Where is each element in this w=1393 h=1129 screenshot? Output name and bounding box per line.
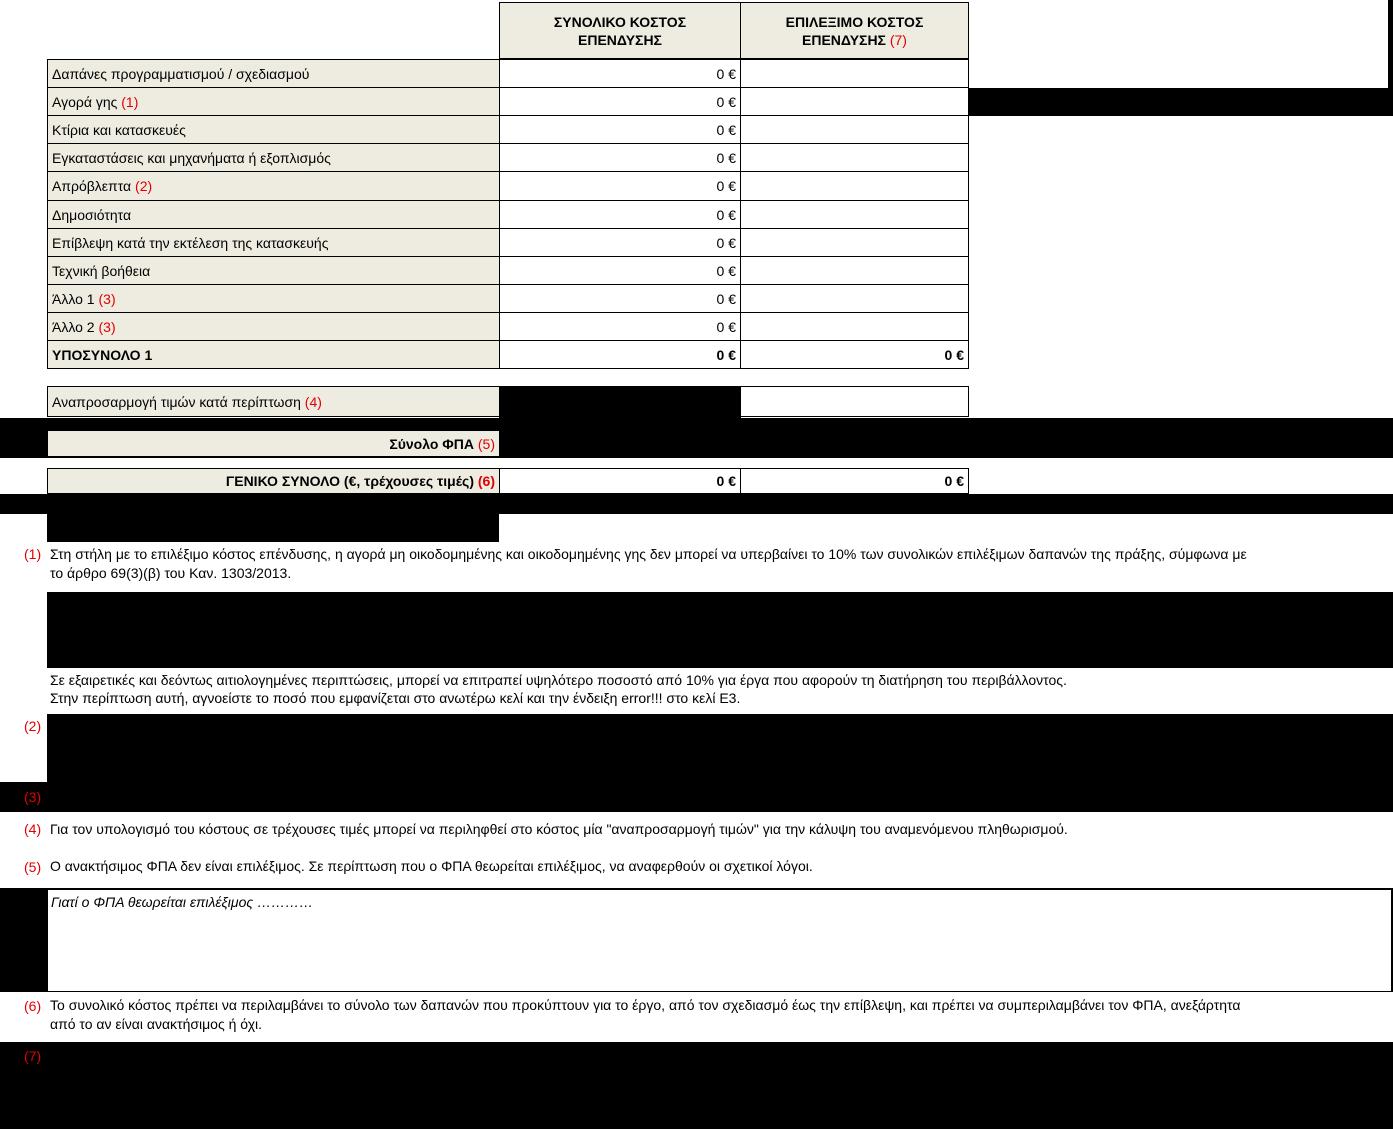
row-eligible-cost[interactable]	[740, 171, 969, 201]
grand-total-total: 0 €	[499, 468, 741, 494]
subtotal-total: 0 €	[499, 340, 741, 369]
price-adjustment-total-cell[interactable]	[499, 386, 741, 418]
row-eligible-cost[interactable]	[740, 59, 969, 88]
header-total-cost	[499, 2, 741, 59]
black-band-top-right-top	[1388, 0, 1393, 88]
row-eligible-cost[interactable]	[740, 284, 969, 313]
header-eligible-cost-label: ΕΠΙΛΕΞΙΜΟ ΚΟΣΤΟΣ ΕΠΕΝΔΥΣΗΣ (7)	[785, 13, 924, 48]
vat-reason-text: Γιατί ο ΦΠΑ θεωρείται επιλέξιμος …………	[51, 894, 314, 910]
row-label: Απρόβλεπτα (2)	[47, 171, 500, 201]
row-eligible-cost[interactable]	[740, 256, 969, 285]
note-1-text: Στη στήλη με το επιλέξιμο κόστος επένδυσης, η αγορά μη οικοδομημένης και οικοδομημένης γης δεν μπορεί να υπερβαίνει το 10% των συνολικών επιλέξιμων δαπανών της πράξης, σύμφωνα με το άρθρο 69(3)(β) του Καν. 1303/2013.	[50, 546, 1247, 581]
black-block-footnotes-header	[47, 514, 499, 542]
row-footnote-ref: (3)	[98, 318, 116, 335]
row-total-cost[interactable]: 0 €	[499, 200, 741, 229]
row-eligible-cost[interactable]	[740, 200, 969, 229]
vat-label: Σύνολο ΦΠΑ (5)	[47, 430, 500, 457]
note-5-text: Ο ανακτήσιμος ΦΠΑ δεν είναι επιλέξιμος. Σε περίπτωση που ο ΦΠΑ θεωρείται επιλέξιμος, να αναφερθούν οι σχετικοί λόγοι.	[50, 858, 813, 874]
vat-reason-box[interactable]	[47, 889, 1392, 992]
row-label: Άλλο 2 (3)	[47, 312, 500, 341]
row-footnote-ref: (3)	[98, 290, 116, 307]
row-total-cost[interactable]: 0 €	[499, 284, 741, 313]
row-label: Άλλο 1 (3)	[47, 284, 500, 313]
header-eligible-cost	[740, 2, 969, 59]
note-7-number: (7)	[24, 1048, 42, 1064]
exception-text: Σε εξαιρετικές και δεόντως αιτιολογημένες περιπτώσεις, μπορεί να επιτραπεί υψηλότερο ποσοστό από 10% για έργα που αφορούν τη διατήρηση του περιβάλλοντος. Στην περίπτωση αυτή, αγνοείστε το ποσό που εμφανίζεται στο ανωτέρω κελί και την ένδειξη error!!! στο κελί E3.	[50, 672, 1067, 706]
price-adjustment-label: Αναπροσαρμογή τιμών κατά περίπτωση (4)	[47, 386, 500, 417]
row-total-cost[interactable]: 0 €	[499, 228, 741, 257]
row-total-cost[interactable]: 0 €	[499, 143, 741, 172]
black-band-right-row2	[968, 88, 1393, 116]
row-footnote-ref: (1)	[121, 93, 139, 110]
note-3-number: (3)	[24, 789, 42, 805]
header-total-cost-label: ΣΥΝΟΛΙΚΟ ΚΟΣΤΟΣ ΕΠΕΝΔΥΣΗΣ	[553, 13, 687, 48]
row-eligible-cost[interactable]	[740, 87, 969, 116]
header-eligible-ref: (7)	[889, 31, 907, 48]
subtotal-eligible: 0 €	[740, 340, 969, 369]
row-total-cost[interactable]: 0 €	[499, 59, 741, 88]
note-6-number: (6)	[24, 998, 42, 1014]
note-1-number: (1)	[24, 546, 42, 562]
row-label: Κτίρια και κατασκευές	[47, 115, 500, 144]
row-footnote-ref: (2)	[135, 178, 153, 194]
row-label: Δαπάνες προγραμματισμού / σχεδιασμού	[47, 59, 500, 88]
row-total-cost[interactable]: 0 €	[499, 256, 741, 285]
grand-total-eligible: 0 €	[740, 468, 969, 494]
row-label: Δημοσιότητα	[47, 200, 500, 229]
row-total-cost[interactable]: 0 €	[499, 87, 741, 116]
note-5-number: (5)	[24, 859, 42, 875]
price-adjustment-eligible-cell[interactable]	[740, 386, 969, 417]
row-eligible-cost[interactable]	[740, 228, 969, 257]
row-eligible-cost[interactable]	[740, 312, 969, 341]
note-4-number: (4)	[24, 821, 42, 837]
grand-total-label: ΓΕΝΙΚΟ ΣΥΝΟΛΟ (€, τρέχουσες τιμές) (6)	[47, 468, 500, 494]
row-total-cost[interactable]: 0 €	[499, 115, 741, 144]
subtotal-label: ΥΠΟΣΥΝΟΛΟ 1	[47, 340, 500, 369]
row-label: Αγορά γης (1)	[47, 87, 500, 116]
note-4-text: Για τον υπολογισμό του κόστους σε τρέχουσες τιμές μπορεί να περιληφθεί στο κόστος μία "αναπροσαρμογή τιμών" για την κάλυψη του αναμενόμενου πληθωρισμού.	[50, 821, 1068, 837]
row-label: Εγκαταστάσεις και μηχανήματα ή εξοπλισμός	[47, 143, 500, 172]
row-total-cost[interactable]: 0 €	[499, 312, 741, 341]
row-eligible-cost[interactable]	[740, 143, 969, 172]
white-band-6	[0, 888, 47, 992]
row-eligible-cost[interactable]	[740, 115, 969, 144]
note-6-text: Το συνολικό κόστος πρέπει να περιλαμβάνει το σύνολο των δαπανών που προκύπτουν για το έργο, από τον σχεδιασμό έως την επίβλεψη, και πρέπει να συμπεριλαμβάνει τον ΦΠΑ, ανεξάρτητα από το αν είναι ανακτήσιμος ή όχι.	[50, 997, 1241, 1032]
row-label: Τεχνική βοήθεια	[47, 256, 500, 285]
white-left-strip	[0, 592, 47, 782]
note-2-number: (2)	[24, 718, 42, 734]
row-total-cost[interactable]: 0 €	[499, 171, 741, 201]
row-label: Επίβλεψη κατά την εκτέλεση της κατασκευής	[47, 228, 500, 257]
